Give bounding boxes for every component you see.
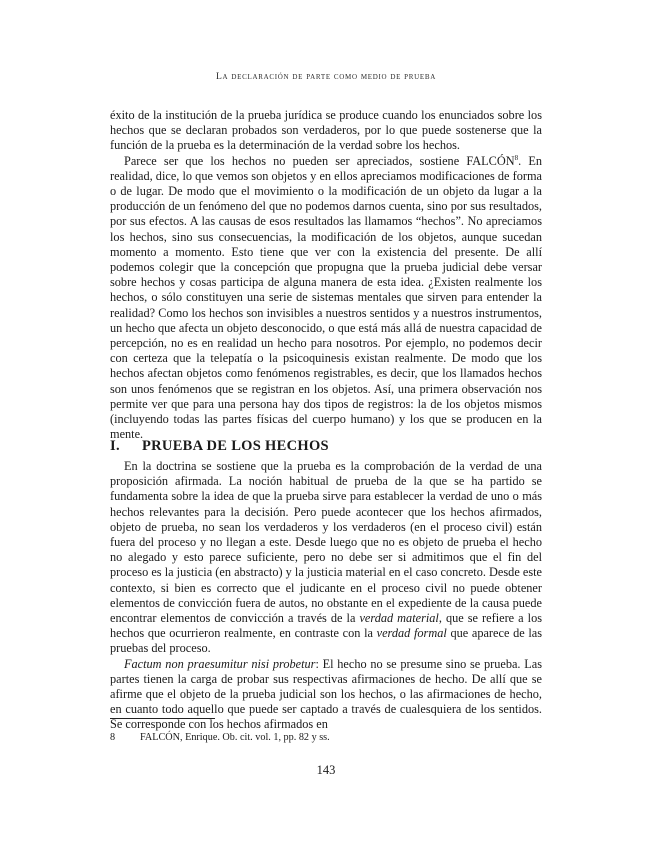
paragraph-text: , que se refiere a los hechos que ocurrieron realmente, en contraste con la (110, 611, 543, 641)
section-number: I. (110, 438, 120, 454)
paragraph-text: que aparece de las pruebas del proceso. (110, 626, 543, 656)
footnote-text: FALCÓN, Enrique. Ob. cit. vol. 1, pp. 82 y ss. (140, 732, 330, 743)
paragraph-text: : El hecho no se presume sino se prueba. Las partes tienen la carga de probar sus respectivas afirmaciones de hecho. De allí que se afirme que el objeto de la prueba judicial son los hechos, o las afirmaciones de hecho, en cuanto todo aquello que puede ser captado a través de cualesquiera de los sentidos. Se corresponde con los hechos afirmados en (110, 656, 542, 732)
section-heading (110, 438, 542, 455)
paragraph-text: En la doctrina se sostiene que la prueba es la comprobación de la verdad de una proposición afirmada. La noción habitual de prueba de la que se ha partido se fundamenta sobre la idea de que la prueba sirve para establecer la verdad de uno o más hechos relevantes para la decisión. Pero puede acontecer que los hechos afirmados, objeto de prueba, no sean los verdaderos y los verdaderos (en el proceso civil) están fuera del proceso y no llegan a este. Desde luego que no es objeto de prueba el hecho no alegado y esto parece suficiente, pero no debe ser si admitimos que el fin del proceso es la justicia (en abstracto) y la justicia material en el caso concreto. Desde este contexto, si bien es correcto que el judicante en el proceso civil no puede obtener elementos de convicción fuera de autos, no obstante en el expediente de la causa puede encontrar elementos de convicción a través de la (110, 459, 542, 626)
body-text (110, 459, 542, 733)
paragraph (110, 657, 542, 733)
footnote-divider (110, 718, 215, 719)
section-title: PRUEBA DE LOS HECHOS (142, 438, 329, 454)
paragraph-text: . En realidad, dice, lo que vemos son objetos y en ellos apreciamos modificaciones de forma o de lugar. De modo que el movimiento o la modificación de un objeto da lugar a la producción de un fenómeno del que no podemos darnos cuenta, sino por sus resultados, por sus efectos. A las causas de esos resultados las llamamos “hechos”. No apreciamos los hechos, sino sus consecuencias, la modificación de los objetos, aunque sucedan momento a momento. Esto tiene que ver con la existencia del presente. De allí podemos colegir que la concepción que propugna que la prueba judicial debe versar sobre hechos y cosas participa de alguna manera de esta idea. ¿Existen realmente los hechos, o sólo constituyen una serie de sistemas mentales que sirven para entender la realidad? Como los hechos son invisibles a nuestros sentidos y a nuestros instrumentos, un hecho que afecta un objeto desconocido, o que está más allá de nuestra capacidad de percepción, no es en realidad un hecho para nosotros. Por ejemplo, no podemos decir con certeza que la telepatía o la psicoquinesis existan realmente. De modo que los hechos afectan objetos como fenómenos registrables, es decir, que los llamados hechos son unos fenómenos que se registran en los objetos. Así, una primera observación nos permite ver que para una persona hay dos tipos de registros: la de los objetos mismos (incluyendo todas las partes físicas del cuerpo humano) y los que se producen en la mente. (110, 153, 542, 442)
paragraph (110, 154, 542, 443)
emphasis: verdad formal (376, 626, 447, 641)
page-number: 143 (316, 763, 336, 777)
emphasis: Factum non praesumitur nisi probetur (124, 656, 316, 671)
running-header: La declaración de parte como medio de prueba (216, 71, 436, 82)
body-text (110, 108, 542, 442)
paragraph-text: Parece ser que los hechos no pueden ser apreciados, sostiene FALCÓN (124, 153, 515, 168)
emphasis: verdad material (359, 611, 439, 626)
footnote-reference: 8 (514, 153, 519, 162)
paragraph: éxito de la institución de la prueba jurídica se produce cuando los enunciados sobre los hechos que se declaran probados son verdaderos, por lo que puede sostenerse que la función de la prueba es la determinación de la verdad sobre los hechos. (110, 108, 542, 153)
footnote (110, 731, 542, 744)
footnote-number: 8 (110, 732, 116, 743)
paragraph (110, 459, 542, 657)
